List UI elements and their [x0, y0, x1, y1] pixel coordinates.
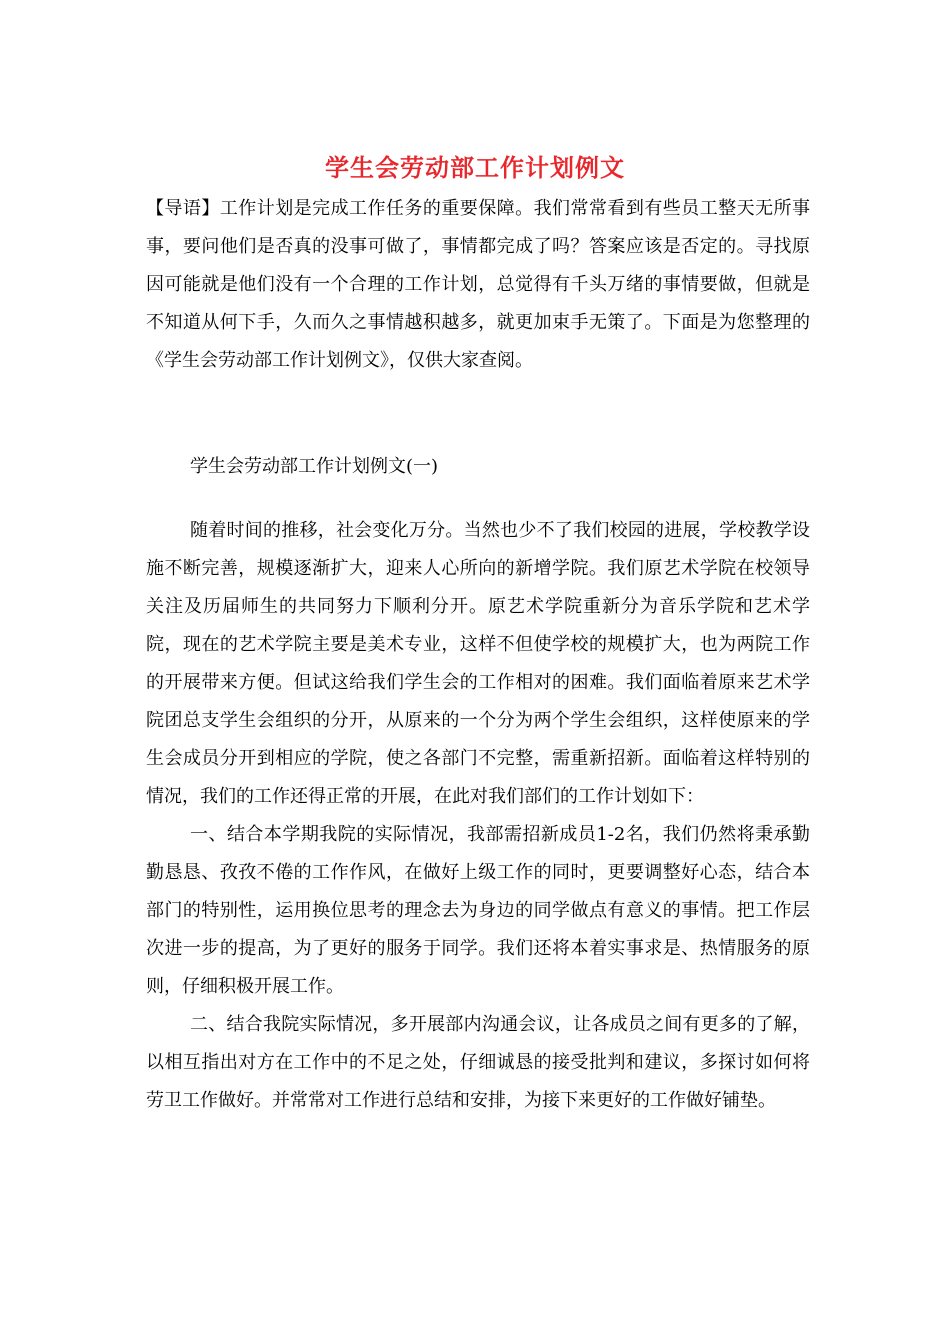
body-paragraph: 一、结合本学期我院的实际情况，我部需招新成员1-2名，我们仍然将秉承勤勤恳恳、孜孜不倦的工作作风，在做好上级工作的同时，更要调整好心态，结合本部门的特别性，运用换位思考的理念去为身边的同学做点有意义的事情。把工作层次进一步的提高，为了更好的服务于同学。我们还将本着实事求是、热情服务的原则，仔细积极开展工作。	[146, 824, 810, 997]
body-paragraph: 随着时间的推移，社会变化万分。当然也少不了我们校园的进展，学校教学设施不断完善，规模逐渐扩大，迎来人心所向的新增学院。我们原艺术学院在校领导关注及历届师生的共同努力下顺利分开。原艺术学院重新分为音乐学院和艺术学院，现在的艺术学院主要是美术专业，这样不但使学校的规模扩大，也为两院工作的开展带来方便。但试这给我们学生会的工作相对的困难。我们面临着原来艺术学院团总支学生会组织的分开，从原来的一个分为两个学生会组织，这样使原来的学生会成员分开到相应的学院，使之各部门不完整，需重新招新。面临着这样特别的情况，我们的工作还得正常的开展，在此对我们部们的工作计划如下：	[146, 520, 810, 807]
body-paragraph: 二、结合我院实际情况，多开展部内沟通会议，让各成员之间有更多的了解，以相互指出对方在工作中的不足之处，仔细诚恳的接受批判和建议，多探讨如何将劳卫工作做好。并常常对工作进行总结和安排，为接下来更好的工作做好铺垫。	[146, 1014, 810, 1111]
document-title: 学生会劳动部工作计划例文	[325, 154, 625, 182]
document-body	[146, 512, 810, 1120]
section-heading: 学生会劳动部工作计划例文(一)	[190, 456, 439, 477]
intro-paragraph: 【导语】工作计划是完成工作任务的重要保障。我们常常看到有些员工整天无所事事，要问他们是否真的没事可做了，事情都完成了吗？答案应该是否定的。寻找原因可能就是他们没有一个合理的工作计划，总觉得有千头万绪的事情要做，但就是不知道从何下手，久而久之事情越积越多，就更加束手无策了。下面是为您整理的《学生会劳动部工作计划例文》，仅供大家查阅。	[146, 198, 810, 371]
